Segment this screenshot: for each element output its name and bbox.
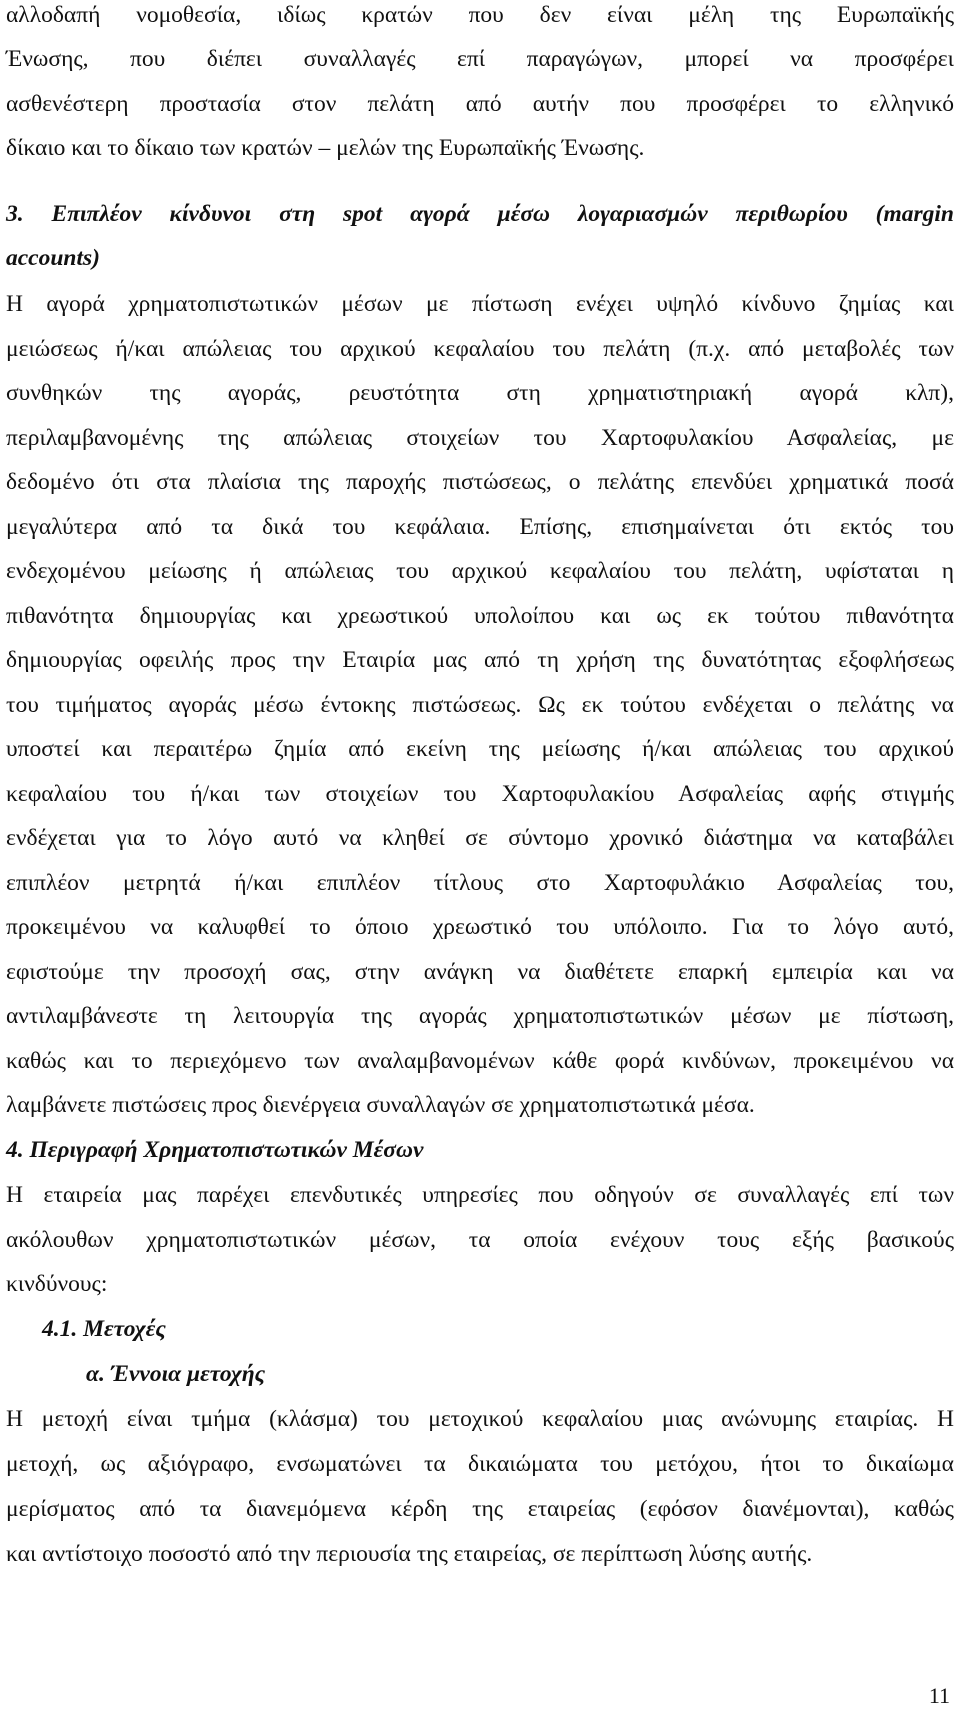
section-3-body-line: κεφαλαίου του ή/και των στοιχείων του Χαρτοφυλακίου Ασφαλείας αφής στιγμής xyxy=(6,781,954,807)
intro-line: αλλοδαπή νομοθεσία, ιδίως κρατών που δεν είναι μέλη της Ευρωπαϊκής xyxy=(6,2,954,28)
section-4-1-body-line: μερίσματος από τα διανεμόμενα κέρδη της εταιρείας (εφόσον διανέμονται), καθώς xyxy=(6,1496,954,1522)
section-4-1-body-line: μετοχή, ως αξιόγραφο, ενσωματώνει τα δικαιώματα του μετόχου, ήτοι το δικαίωμα xyxy=(6,1451,954,1477)
section-3-body-line: περιλαμβανομένης της απώλειας στοιχείων του Χαρτοφυλακίου Ασφαλείας, με xyxy=(6,425,954,451)
section-3-heading: 3. Επιπλέον κίνδυνοι στη spot αγορά μέσω λογαριασμών περιθωρίου (margin xyxy=(6,201,954,227)
section-3-heading-continued: accounts) xyxy=(6,245,100,271)
section-3-body-line: προκειμένου να καλυφθεί το όποιο χρεωστικό του υπόλοιπο. Για το λόγο αυτό, xyxy=(6,914,954,940)
intro-line: ασθενέστερη προστασία στον πελάτη από αυτήν που προσφέρει το ελληνικό xyxy=(6,91,954,117)
section-4-body-line: Η εταιρεία μας παρέχει επενδυτικές υπηρεσίες που οδηγούν σε συναλλαγές επί των xyxy=(6,1182,954,1208)
section-3-body-line: επιπλέον μετρητά ή/και επιπλέον τίτλους στο Χαρτοφυλάκιο Ασφαλείας του, xyxy=(6,870,954,896)
section-4-1-heading: 4.1. Μετοχές xyxy=(42,1316,166,1342)
section-3-body-line: Η αγορά χρηματοπιστωτικών μέσων με πίστωση ενέχει υψηλό κίνδυνο ζημίας και xyxy=(6,291,954,317)
section-3-body-line: ενδέχεται για το λόγο αυτό να κληθεί σε σύντομο χρονικό διάστημα να καταβάλει xyxy=(6,825,954,851)
section-3-body-line: αντιλαμβάνεστε τη λειτουργία της αγοράς χρηματοπιστωτικών μέσων με πίστωση, xyxy=(6,1003,954,1029)
section-4-body-line: ακόλουθων χρηματοπιστωτικών μέσων, τα οποία ενέχουν τους εξής βασικούς xyxy=(6,1227,954,1253)
section-3-body-line: πιθανότητα δημιουργίας και χρεωστικού υπολοίπου και ως εκ τούτου πιθανότητα xyxy=(6,603,954,629)
page-number: 11 xyxy=(928,1683,950,1708)
section-3-body-line: δημιουργίας οφειλής προς την Εταιρία μας από τη χρήση της δυνατότητας εξοφλήσεως xyxy=(6,647,954,673)
section-4-1-body-line: και αντίστοιχο ποσοστό από την περιουσία της εταιρείας, σε περίπτωση λύσης αυτής. xyxy=(6,1541,813,1567)
intro-line: δίκαιο και το δίκαιο των κρατών – μελών της Ευρωπαϊκής Ένωσης. xyxy=(6,135,645,161)
section-3-body-line: λαμβάνετε πιστώσεις προς διενέργεια συναλλαγών σε χρηματοπιστωτικά μέσα. xyxy=(6,1092,755,1118)
intro-line: Ένωσης, που διέπει συναλλαγές επί παραγώγων, μπορεί να προσφέρει xyxy=(6,46,954,72)
section-3-body-line: του τιμήματος αγοράς μέσω έντοκης πιστώσεως. Ως εκ τούτου ενδέχεται ο πελάτης να xyxy=(6,692,954,718)
section-4-1-body-line: Η μετοχή είναι τμήμα (κλάσμα) του μετοχικού κεφαλαίου μιας ανώνυμης εταιρίας. Η xyxy=(6,1406,954,1432)
section-4-heading: 4. Περιγραφή Χρηματοπιστωτικών Μέσων xyxy=(6,1137,424,1163)
section-3-body-line: εφιστούμε την προσοχή σας, στην ανάγκη να διαθέτετε επαρκή εμπειρία και να xyxy=(6,959,954,985)
section-3-body-line: υποστεί και περαιτέρω ζημία από εκείνη της μείωσης ή/και απώλειας του αρχικού xyxy=(6,736,954,762)
section-3-body-line: μεγαλύτερα από τα δικά του κεφάλαια. Επίσης, επισημαίνεται ότι εκτός του xyxy=(6,514,954,540)
section-3-body-line: συνθηκών της αγοράς, ρευστότητα στη χρηματιστηριακή αγορά κλπ), xyxy=(6,380,954,406)
section-3-body-line: καθώς και το περιεχόμενο των αναλαμβανομένων κάθε φορά κινδύνων, προκειμένου να xyxy=(6,1048,954,1074)
section-3-body-line: ενδεχομένου μείωσης ή απώλειας του αρχικού κεφαλαίου του πελάτη, υφίσταται η xyxy=(6,558,954,584)
section-4-body-line: κινδύνους: xyxy=(6,1271,108,1297)
section-3-body-line: δεδομένο ότι στα πλαίσια της παροχής πιστώσεως, ο πελάτης επενδύει χρηματικά ποσά xyxy=(6,469,954,495)
section-4-1-subheading: α. Έννοια μετοχής xyxy=(86,1361,266,1387)
section-3-body-line: μειώσεως ή/και απώλειας του αρχικού κεφαλαίου του πελάτη (π.χ. από μεταβολές των xyxy=(6,336,954,362)
